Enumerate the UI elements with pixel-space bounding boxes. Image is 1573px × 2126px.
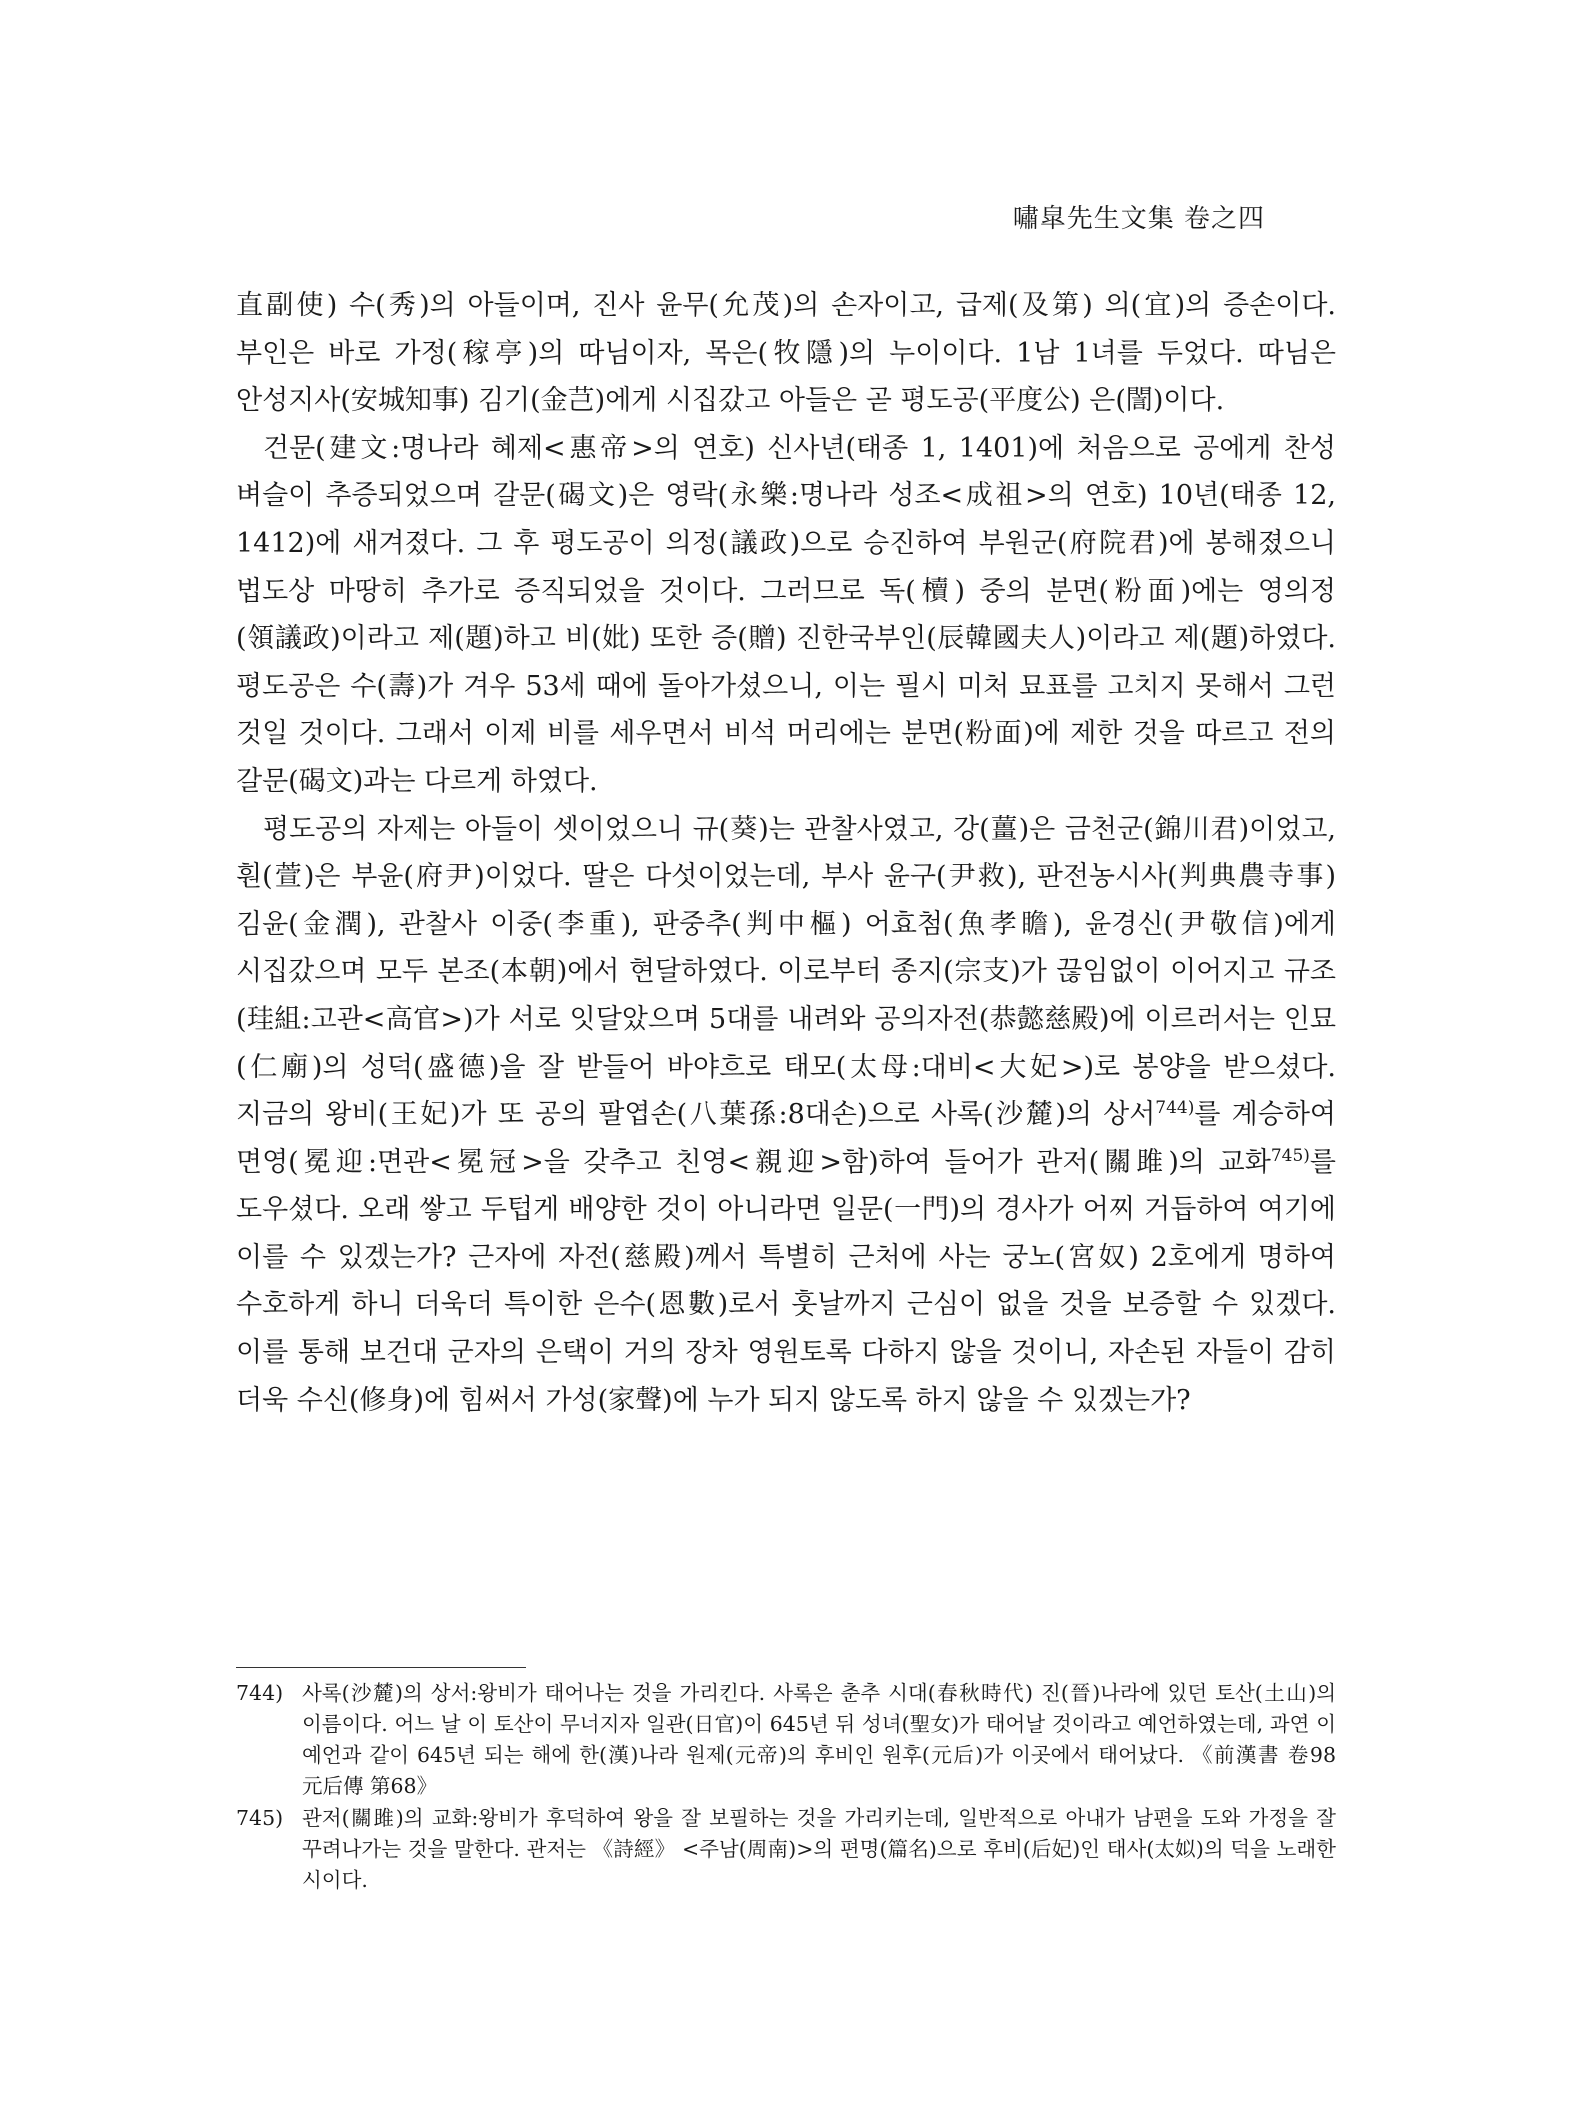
footnote-divider — [236, 1667, 526, 1668]
footnotes — [236, 1678, 1336, 1897]
footnote-text: 사록(沙麓)의 상서:왕비가 태어나는 것을 가리킨다. 사록은 춘추 시대(春秋時代) 진(晉)나라에 있던 토산(土山)의 이름이다. 어느 날 이 토산이 무너지자 일관(日官)이 645년 뒤 성녀(聖女)가 태어날 것이라고 예언하였는데, 과연 이 예언과 같이 645년 되는 해에 한(漢)나라 원제(元帝)의 후비인 원후(元后)가 이곳에서 태어났다. 《前漢書 卷98 元后傳 第68》 — [302, 1681, 1336, 1798]
page-header: 嘯皐先生文集 卷之四 — [1012, 204, 1265, 234]
paragraph-3-part-2: 를 계승하여 면영(冕迎:면관<冕冠>을 갖추고 친영<親迎>함)하여 들어가 관저(關雎)의 교화 — [236, 1099, 1336, 1178]
footnote-number: 744) — [236, 1681, 284, 1705]
paragraph-2: 건문(建文:명나라 혜제<惠帝>의 연호) 신사년(태종 1, 1401)에 처음으로 공에게 찬성 벼슬이 추증되었으며 갈문(碣文)은 영락(永樂:명나라 성조<成祖>의 연호) 10년(태종 12, 1412)에 새겨졌다. 그 후 평도공이 의정(議政)으로 승진하여 부원군(府院君)에 봉해졌으니 법도상 마땅히 추가로 증직되었을 것이다. 그러므로 독(櫝) 중의 분면(粉面)에는 영의정(領議政)이라고 제(題)하고 비(妣) 또한 증(贈) 진한국부인(辰韓國夫人)이라고 제(題)하였다. 평도공은 수(壽)가 겨우 53세 때에 돌아가셨으니, 이는 필시 미처 묘표를 고치지 못해서 그런 것일 것이다. 그래서 이제 비를 세우면서 비석 머리에는 분면(粉面)에 제한 것을 따르고 전의 갈문(碣文)과는 다르게 하였다. — [236, 432, 1336, 797]
footnote-number: 745) — [236, 1806, 284, 1830]
footnote-745 — [236, 1803, 1336, 1896]
paragraph-3 — [236, 806, 1336, 1425]
footnote-text: 관저(關雎)의 교화:왕비가 후덕하여 왕을 잘 보필하는 것을 가리키는데, 일반적으로 아내가 남편을 도와 가정을 잘 꾸려나가는 것을 말한다. 관저는 《詩經》 <주남(周南)>의 편명(篇名)으로 후비(后妃)인 태사(太姒)의 덕을 노래한 시이다. — [302, 1806, 1336, 1892]
footnote-744 — [236, 1678, 1336, 1802]
paragraph-3-part-1: 평도공의 자제는 아들이 셋이었으니 규(葵)는 관찰사였고, 강(薑)은 금천군(錦川君)이었고, 훤(萱)은 부윤(府尹)이었다. 딸은 다섯이었는데, 부사 윤구(尹救), 판전농시사(判典農寺事) 김윤(金潤), 관찰사 이중(李重), 판중추(判中樞) 어효첨(魚孝瞻), 윤경신(尹敬信)에게 시집갔으며 모두 본조(本朝)에서 현달하였다. 이로부터 종지(宗支)가 끊임없이 이어지고 규조(珪組:고관<高官>)가 서로 잇달았으며 5대를 내려와 공의자전(恭懿慈殿)에 이르러서는 인묘(仁廟)의 성덕(盛德)을 잘 받들어 바야흐로 태모(太母:대비<大妃>)로 봉양을 받으셨다. 지금의 왕비(王妃)가 또 공의 팔엽손(八葉孫:8대손)으로 사록(沙麓)의 상서 — [236, 813, 1336, 1131]
footnote-ref-744[interactable]: 744) — [1155, 1098, 1195, 1119]
footnote-ref-745[interactable]: 745) — [1270, 1145, 1310, 1166]
paragraph-3-part-3: 를 도우셨다. 오래 쌓고 두텁게 배양한 것이 아니라면 일문(一門)의 경사가 어찌 거듭하여 여기에 이를 수 있겠는가? 근자에 자전(慈殿)께서 특별히 근처에 사는 궁노(宮奴) 2호에게 명하여 수호하게 하니 더욱더 특이한 은수(恩數)로서 훗날까지 근심이 없을 것을 보증할 수 있겠다. 이를 통해 보건대 군자의 은택이 거의 장차 영원토록 다하지 않을 것이니, 자손된 자들이 감히 더욱 수신(修身)에 힘써서 가성(家聲)에 누가 되지 않도록 하지 않을 수 있겠는가? — [236, 1146, 1336, 1416]
main-text — [236, 282, 1336, 1424]
paragraph-1: 直副使) 수(秀)의 아들이며, 진사 윤무(允茂)의 손자이고, 급제(及第) 의(宜)의 증손이다. 부인은 바로 가정(稼亭)의 따님이자, 목은(牧隱)의 누이이다. 1남 1녀를 두었다. 따님은 안성지사(安城知事) 김기(金芑)에게 시집갔고 아들은 곧 평도공(平度公) 은(誾)이다. — [236, 290, 1336, 417]
